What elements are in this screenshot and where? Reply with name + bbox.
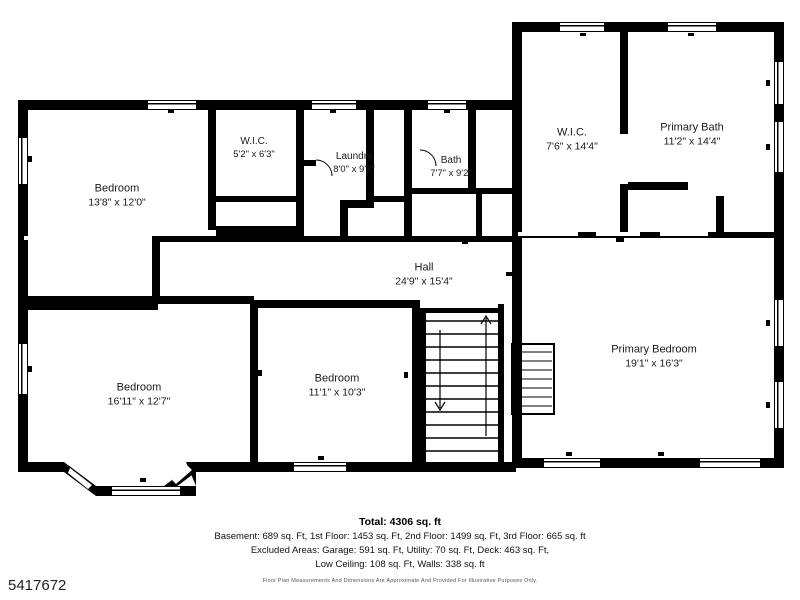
walls-group: [18, 22, 784, 496]
room-name: Primary Bath: [660, 121, 724, 134]
room-dimensions: 5'2" x 6'3": [233, 148, 275, 160]
room-dimensions: 11'2" x 14'4": [663, 135, 721, 148]
room-dimensions: 11'1" x 10'3": [308, 386, 366, 399]
room-name: Bath: [440, 154, 462, 166]
excluded-areas-line-2: Low Ceiling: 108 sq. Ft, Walls: 338 sq. ft: [315, 558, 485, 570]
listing-id: 5417672: [8, 577, 67, 594]
floor-areas-line: Basement: 689 sq. Ft, 1st Floor: 1453 sq. Ft, 2nd Floor: 1499 sq. Ft, 3rd Floor: 665 sq. ft: [214, 531, 586, 542]
room-dimensions: 7'7" x 9'2": [430, 167, 472, 179]
room-dimensions: 13'8" x 12'0": [88, 196, 146, 209]
room-dimensions: 16'11" x 12'7": [107, 395, 171, 408]
room-dimensions: 7'6" x 14'4": [546, 140, 598, 153]
room-name: Bedroom: [314, 372, 360, 385]
room-dimensions: 8'0" x 9'2": [333, 163, 375, 175]
room-name: W.I.C.: [240, 135, 268, 147]
excluded-areas-line-1: Excluded Areas: Garage: 591 sq. Ft, Utility: 70 sq. Ft, Deck: 463 sq. Ft,: [250, 544, 550, 556]
room-name: W.I.C.: [557, 126, 587, 139]
disclaimer-text: Floor Plan Measurements And Dimensions Are Approximate And Provided For Illustrative Purposes Only.: [262, 578, 538, 585]
room-name: Laundry: [335, 150, 373, 162]
room-name: Hall: [414, 261, 434, 274]
room-name: Primary Bedroom: [611, 343, 697, 356]
room-name: Bedroom: [94, 182, 140, 195]
total-area: Total: 4306 sq. ft: [358, 516, 442, 528]
room-dimensions: 19'1" x 16'3": [625, 357, 683, 370]
room-name: Bedroom: [116, 381, 162, 394]
room-dimensions: 24'9" x 15'4": [395, 275, 453, 288]
area-summary: [0, 516, 800, 584]
